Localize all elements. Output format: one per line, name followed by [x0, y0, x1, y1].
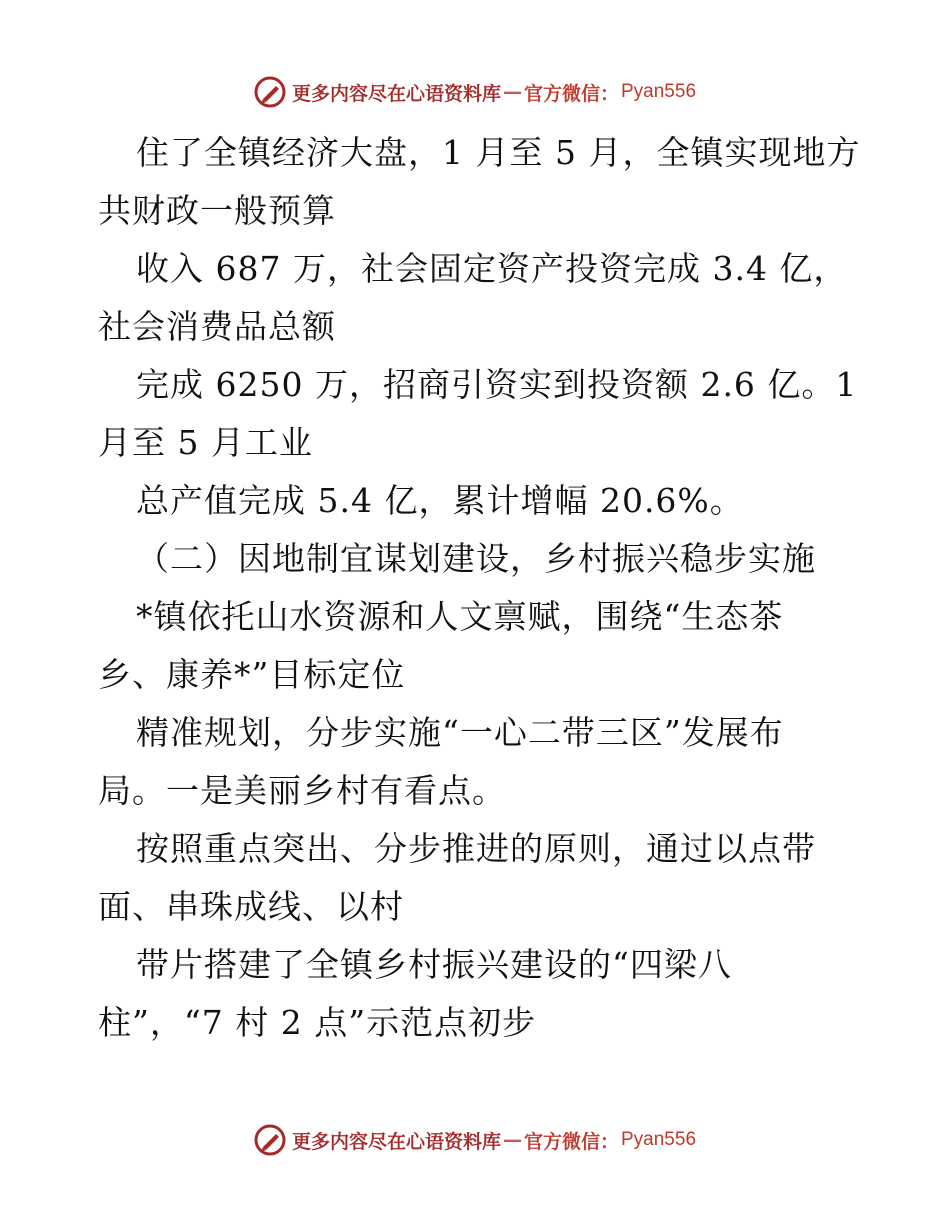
footer-separator: —	[502, 1129, 522, 1151]
text-line: 住了全镇经济大盘，1 月至 5 月，全镇实现地方	[136, 133, 861, 172]
text-line: 柱”，“7 村 2 点”示范点初步	[98, 1003, 537, 1042]
text-line: 乡、康养*”目标定位	[98, 655, 406, 694]
text-line: 共财政一般预算	[98, 191, 336, 230]
footer-site-text: 更多内容尽在心语资料库	[291, 1130, 501, 1153]
header-separator: —	[502, 81, 522, 103]
header-site-text: 更多内容尽在心语资料库	[291, 82, 501, 105]
footer-banner	[0, 1120, 950, 1160]
section-heading: （二）因地制宜谋划建设，乡村振兴稳步实施	[136, 539, 816, 578]
text-line: 带片搭建了全镇乡村振兴建设的“四梁八	[136, 945, 732, 984]
header-banner	[0, 72, 950, 112]
text-line: 按照重点突出、分步推进的原则，通过以点带	[136, 829, 816, 868]
text-line: 月至 5 月工业	[98, 423, 313, 462]
footer-wechat-label: 官方微信：	[523, 1130, 619, 1153]
header-wechat-label: 官方微信：	[523, 82, 619, 105]
pen-logo-icon	[254, 1124, 286, 1156]
text-line: 总产值完成 5.4 亿，累计增幅 20.6%。	[136, 481, 744, 520]
document-body	[98, 124, 861, 1052]
text-line: 精准规划，分步实施“一心二带三区”发展布	[136, 713, 784, 752]
text-line: 收入 687 万，社会固定资产投资完成 3.4 亿，	[136, 249, 848, 288]
text-line: 完成 6250 万，招商引资实到投资额 2.6 亿。1	[136, 365, 858, 404]
pen-logo-icon	[254, 76, 286, 108]
text-line: 局。一是美丽乡村有看点。	[98, 771, 506, 810]
text-line: *镇依托山水资源和人文禀赋，围绕“生态茶	[136, 597, 784, 636]
footer-wechat-id: Pyan556	[621, 1129, 697, 1150]
header-wechat-id: Pyan556	[621, 81, 697, 102]
text-line: 社会消费品总额	[98, 307, 336, 346]
text-line: 面、串珠成线、以村	[98, 887, 404, 926]
